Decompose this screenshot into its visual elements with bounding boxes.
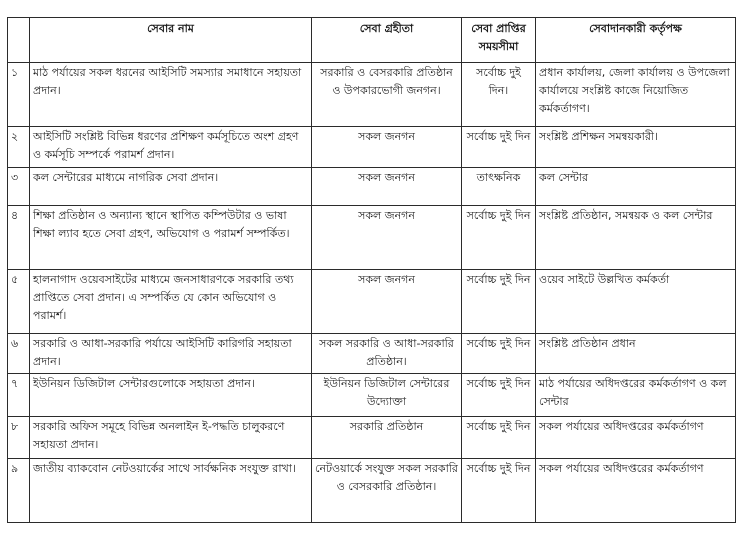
recipient-cell: সকল জনগন bbox=[312, 206, 462, 270]
table-row bbox=[8, 374, 736, 417]
time-limit-cell: তাৎক্ষনিক bbox=[462, 168, 536, 206]
table-row bbox=[8, 459, 736, 523]
provider-cell: কল সেন্টার bbox=[536, 168, 736, 206]
row-number: ৮ bbox=[8, 417, 30, 459]
table-row bbox=[8, 334, 736, 374]
service-name-cell: সরকারি অফিস সমূহে বিভিন্ন অনলাইন ই-পদ্ধতি চালুকরণে সহায়তা প্রদান। bbox=[30, 417, 312, 459]
recipient-cell: ইউনিয়ন ডিজিটাল সেন্টারের উদ্যোক্তা bbox=[312, 374, 462, 417]
row-number: ৫ bbox=[8, 270, 30, 334]
service-name-cell: আইসিটি সংশ্লিষ্ট বিভিন্ন ধরণের প্রশিক্ষণ কর্মসূচিতে অংশ গ্রহণ ও কর্মসূচি সম্পর্কে পরামর্শ প্রদান। bbox=[30, 127, 312, 168]
table-header-row bbox=[8, 18, 736, 63]
service-name-cell: ইউনিয়ন ডিজিটাল সেন্টারগুলোকে সহায়তা প্রদান। bbox=[30, 374, 312, 417]
time-limit-cell: সর্বোচ্চ দুই দিন bbox=[462, 270, 536, 334]
row-number: ২ bbox=[8, 127, 30, 168]
row-number: ৪ bbox=[8, 206, 30, 270]
provider-cell: সংশ্লিষ্ট প্রশিক্ষন সমন্বয়কারী। bbox=[536, 127, 736, 168]
provider-cell: সংশ্লিষ্ট প্রতিষ্ঠান প্রধান bbox=[536, 334, 736, 374]
recipient-cell: সকল জনগন bbox=[312, 168, 462, 206]
header-recipient: সেবা গ্রহীতা bbox=[312, 18, 462, 63]
table-row bbox=[8, 63, 736, 127]
table-row bbox=[8, 206, 736, 270]
recipient-cell: সরকারি ও বেসরকারি প্রতিষ্ঠান ও উপকারভোগী জনগন। bbox=[312, 63, 462, 127]
service-name-cell: মাঠ পর্যায়ের সকল ধরনের আইসিটি সমস্যার সমাধানে সহায়তা প্রদান। bbox=[30, 63, 312, 127]
time-limit-cell: সর্বোচ্চ দুই দিন। bbox=[462, 63, 536, 127]
recipient-cell: সকল জনগন bbox=[312, 270, 462, 334]
time-limit-cell: সর্বোচ্চ দুই দিন bbox=[462, 374, 536, 417]
row-number: ৯ bbox=[8, 459, 30, 523]
time-limit-cell: সর্বোচ্চ দুই দিন bbox=[462, 206, 536, 270]
service-table bbox=[7, 17, 736, 523]
header-service-name: সেবার নাম bbox=[30, 18, 312, 63]
provider-cell: সকল পর্যায়ের অধিদপ্তরের কর্মকর্তাগণ bbox=[536, 417, 736, 459]
provider-cell: মাঠ পর্যায়ের অধিদপ্তরের কর্মকর্তাগণ ও কল সেন্টার bbox=[536, 374, 736, 417]
service-name-cell: শিক্ষা প্রতিষ্ঠান ও অন্যান্য স্থানে স্থাপিত কম্পিউটার ও ভাষা শিক্ষা ল্যাব হতে সেবা গ্রহণ, অভিযোগ ও পরামর্শ সম্পর্কিত। bbox=[30, 206, 312, 270]
time-limit-cell: সর্বোচ্চ দুই দিন bbox=[462, 417, 536, 459]
time-limit-cell: সর্বোচ্চ দুই দিন bbox=[462, 127, 536, 168]
provider-cell: প্রধান কার্যালয়, জেলা কার্যালয় ও উপজেলা কার্যালয়ে সংশ্লিষ্ট কাজে নিয়োজিত কর্মকর্তাগণ। bbox=[536, 63, 736, 127]
time-limit-cell: সর্বোচ্চ দুই দিন bbox=[462, 334, 536, 374]
provider-cell: সংশ্লিষ্ট প্রতিষ্ঠান, সমন্বয়ক ও কল সেন্টার bbox=[536, 206, 736, 270]
row-number: ১ bbox=[8, 63, 30, 127]
recipient-cell: নেটওয়ার্কে সংযুক্ত সকল সরকারি ও বেসরকারি প্রতিষ্ঠান। bbox=[312, 459, 462, 523]
table-row bbox=[8, 270, 736, 334]
service-name-cell: জাতীয় ব্যাকবোন নেটওয়ার্কের সাথে সার্বক্ষনিক সংযুক্ত রাখা। bbox=[30, 459, 312, 523]
header-number bbox=[8, 18, 30, 63]
service-name-cell: সরকারি ও আধা-সরকারি পর্যায়ে আইসিটি কারিগরি সহায়তা প্রদান। bbox=[30, 334, 312, 374]
header-provider: সেবাদানকারী কর্তৃপক্ষ bbox=[536, 18, 736, 63]
header-time-limit: সেবা প্রাপ্তির সময়সীমা bbox=[462, 18, 536, 63]
table-row bbox=[8, 127, 736, 168]
provider-cell: ওয়েব সাইটে উল্লখিত কর্মকর্তা bbox=[536, 270, 736, 334]
time-limit-cell: সর্বোচ্চ দুই দিন bbox=[462, 459, 536, 523]
table-row bbox=[8, 168, 736, 206]
recipient-cell: সকল জনগন bbox=[312, 127, 462, 168]
service-name-cell: কল সেন্টারের মাধ্যমে নাগরিক সেবা প্রদান। bbox=[30, 168, 312, 206]
table-row bbox=[8, 417, 736, 459]
row-number: ৩ bbox=[8, 168, 30, 206]
row-number: ৭ bbox=[8, 374, 30, 417]
recipient-cell: সরকারি প্রতিষ্ঠান bbox=[312, 417, 462, 459]
service-name-cell: হালনাগাদ ওয়েবসাইটের মাধ্যমে জনসাধারণকে সরকারি তথ্য প্রাপ্তিতে সেবা প্রদান। এ সম্পর্কিত যে কোন অভিযোগ ও পরামর্শ। bbox=[30, 270, 312, 334]
provider-cell: সকল পর্যায়ের অধিদপ্তরের কর্মকর্তাগণ bbox=[536, 459, 736, 523]
row-number: ৬ bbox=[8, 334, 30, 374]
recipient-cell: সকল সরকারি ও আধা-সরকারি প্রতিষ্ঠান। bbox=[312, 334, 462, 374]
